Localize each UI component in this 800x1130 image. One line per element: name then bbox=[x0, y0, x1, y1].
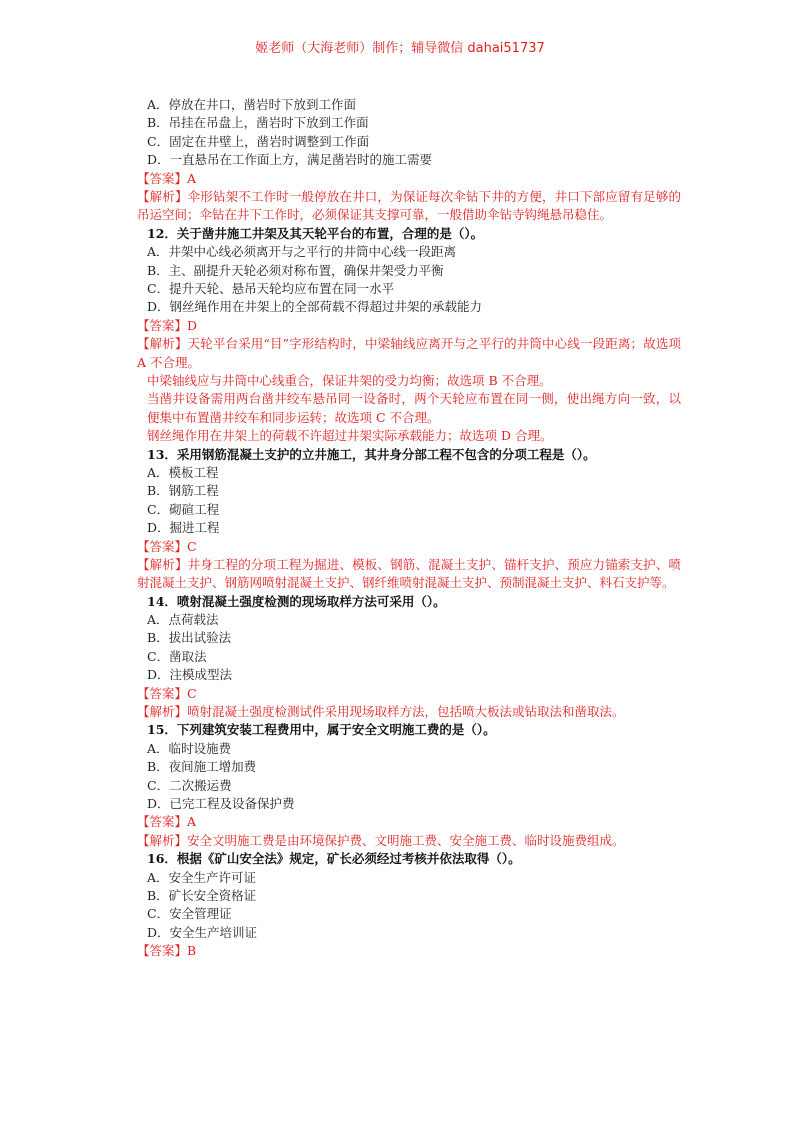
analysis: 钢丝绳作用在井架上的荷载不许超过井架实际承载能力；故选项 D 合理。 bbox=[147, 428, 553, 444]
option-d: D．一直悬吊在工作面上方，满足凿岩时的施工需要 bbox=[147, 152, 433, 168]
answer: 【答案】D bbox=[137, 317, 198, 333]
question-title: 12．关于凿井施工井架及其天轮平台的布置，合理的是（）。 bbox=[147, 225, 484, 241]
question-title: 16．根据《矿山安全法》规定，矿长必须经过考核并依法取得（）。 bbox=[147, 851, 521, 867]
option-b: B．吊挂在吊盘上，凿岩时下放到工作面 bbox=[147, 115, 369, 131]
option-c: C．提升天轮、悬吊天轮均应布置在同一水平 bbox=[147, 280, 395, 296]
option-b: B．矿长安全资格证 bbox=[147, 887, 257, 903]
option-b: B．主、副提升天轮必须对称布置，确保井架受力平衡 bbox=[147, 262, 444, 278]
option-a: A．点荷载法 bbox=[147, 612, 219, 628]
question-block-16 bbox=[121, 850, 681, 960]
option-b: B．拔出试验法 bbox=[147, 630, 232, 646]
option-a: A．停放在井口，凿岩时下放到工作面 bbox=[147, 97, 357, 112]
question-title: 13．采用钢筋混凝土支护的立井施工，其井身分部工程不包含的分项工程是（）。 bbox=[147, 446, 596, 462]
option-c: C．固定在井壁上，凿岩时调整到工作面 bbox=[147, 133, 370, 149]
analysis: 当凿井设备需用两台凿井绞车悬吊同一设备时，两个天轮应布置在同一侧，使出绳方向一致，以便集中布置凿井绞车和同步运转；故选项 C 不合理。 bbox=[147, 391, 681, 425]
option-d: D．注模成型法 bbox=[147, 667, 233, 683]
analysis: 【解析】喷射混凝土强度检测试件采用现场取样方法，包括喷大板法或钻取法和凿取法。 bbox=[137, 704, 625, 720]
answer: 【答案】A bbox=[137, 170, 197, 186]
question-block-15 bbox=[121, 721, 681, 850]
analysis: 【解析】伞形钻架不工作时一般停放在井口，为保证每次伞钻下井的方便，井口下部应留有足够的吊运空间；伞钻在井下工作时，必须保证其支撑可靠，一般借助伞钻寺钩绳悬吊稳住。 bbox=[137, 188, 681, 223]
option-d: D．安全生产培训证 bbox=[147, 924, 258, 940]
answer: 【答案】A bbox=[137, 814, 197, 830]
option-a: A．井架中心线必须离开与之平行的井筒中心线一段距离 bbox=[147, 244, 457, 260]
page-content bbox=[121, 96, 681, 961]
option-c: C．二次搬运费 bbox=[147, 777, 232, 793]
question-block-12 bbox=[121, 225, 681, 446]
analysis: 【解析】天轮平台采用“目”字形结构时，中梁轴线应离开与之平行的井筒中心线一段距离；故选项 A 不合理。 bbox=[137, 336, 681, 370]
option-a: A．模板工程 bbox=[147, 464, 219, 480]
option-c: C．砌碹工程 bbox=[147, 501, 220, 517]
option-d: D．掘进工程 bbox=[147, 520, 220, 536]
question-block-11 bbox=[121, 96, 681, 225]
question-title: 14．喷射混凝土强度检测的现场取样方法可采用（）。 bbox=[147, 593, 446, 609]
option-d: D．已完工程及设备保护费 bbox=[147, 796, 295, 812]
option-b: B．夜间施工增加费 bbox=[147, 759, 257, 775]
answer: 【答案】B bbox=[137, 943, 197, 959]
question-block-13 bbox=[121, 446, 681, 593]
question-block-14 bbox=[121, 593, 681, 722]
option-c: C．凿取法 bbox=[147, 648, 207, 664]
option-b: B．钢筋工程 bbox=[147, 483, 219, 499]
analysis: 【解析】安全文明施工费是由环境保护费、文明施工费、安全施工费、临时设施费组成。 bbox=[137, 832, 625, 848]
question-title: 15．下列建筑安装工程费用中，属于安全文明施工费的是（）。 bbox=[147, 722, 496, 738]
analysis: 【解析】井身工程的分项工程为掘进、模板、钢筋、混凝土支护、锚杆支护、预应力锚索支护、喷射混凝土支护、钢筋网喷射混凝土支护、钢纤维喷射混凝土支护、预制混凝土支护、料石支护等。 bbox=[137, 556, 681, 591]
analysis: 中梁轴线应与井筒中心线重合，保证井架的受力均衡；故选项 B 不合理。 bbox=[147, 372, 552, 388]
option-d: D．钢丝绳作用在井架上的全部荷载不得超过井架的承载能力 bbox=[147, 299, 483, 315]
answer: 【答案】C bbox=[137, 685, 197, 701]
page-header: 姬老师（大海老师）制作；辅导微信 dahai51737 bbox=[255, 41, 545, 56]
option-c: C．安全管理证 bbox=[147, 906, 232, 922]
answer: 【答案】C bbox=[137, 538, 197, 554]
option-a: A．临时设施费 bbox=[147, 740, 232, 756]
option-a: A．安全生产许可证 bbox=[147, 869, 257, 885]
